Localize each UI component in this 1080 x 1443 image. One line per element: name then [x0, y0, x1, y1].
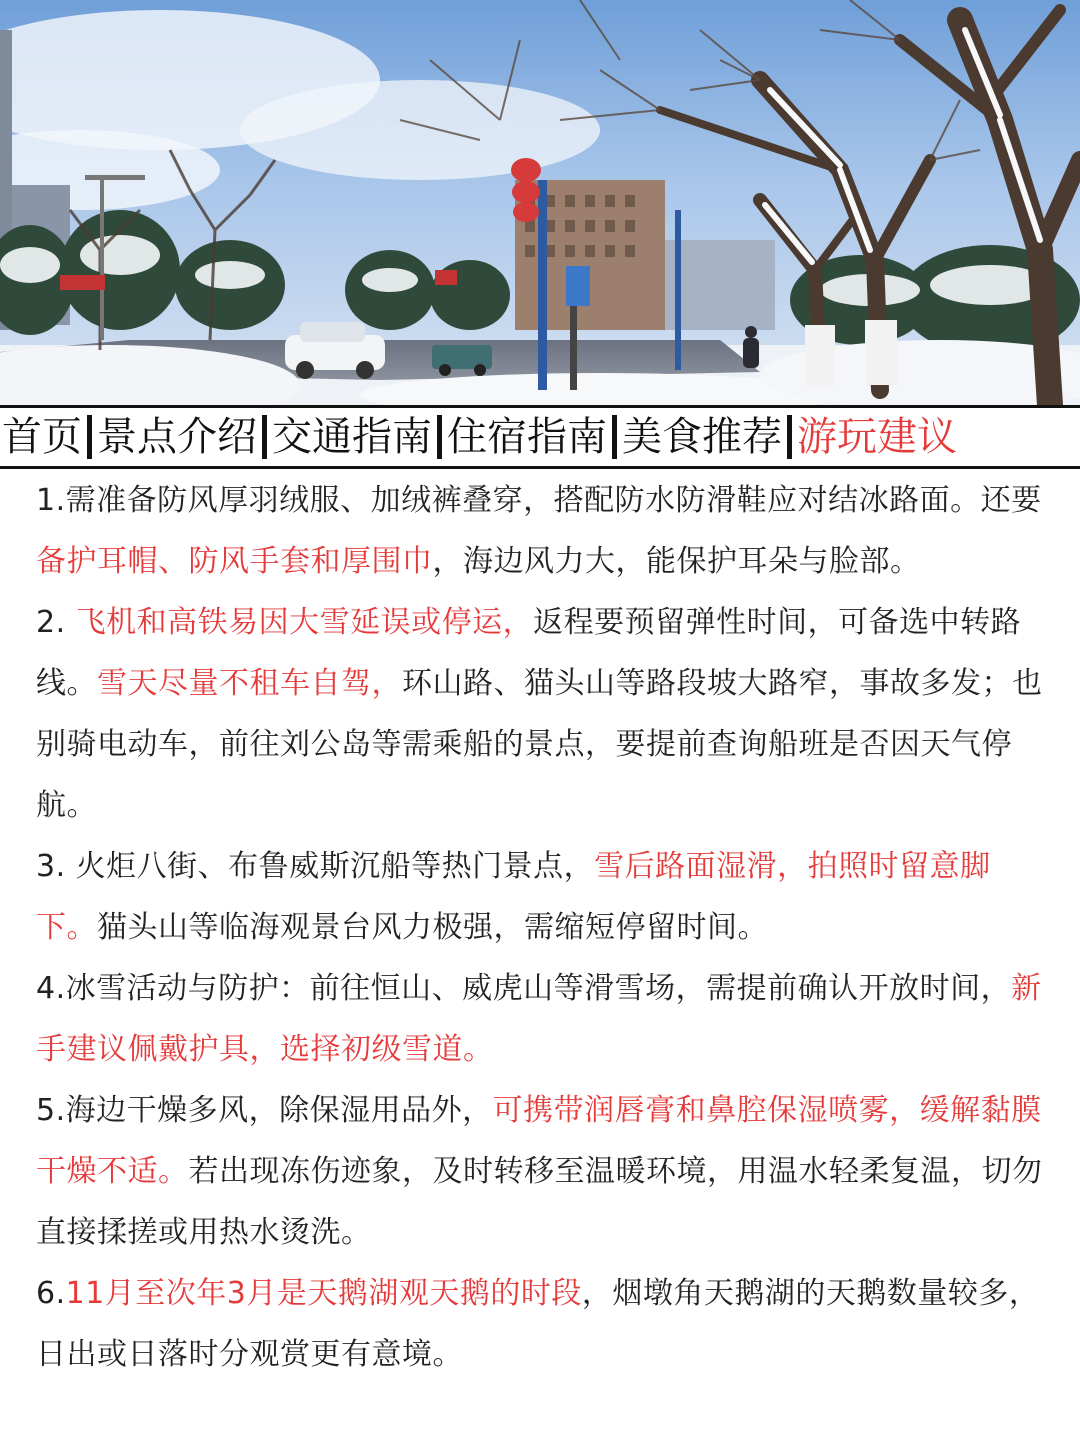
nav-divider	[262, 415, 267, 459]
nav-item-lodging[interactable]: 住宿指南	[447, 414, 607, 460]
tip-text: 3. 火炬八街、布鲁威斯沉船等热门景点，	[36, 849, 595, 884]
nav-item-attractions[interactable]: 景点介绍	[97, 414, 257, 460]
tip-item-6	[36, 1263, 1046, 1385]
tip-highlight-text: 新手建议佩戴护具，选择初级雪道。	[36, 971, 1042, 1067]
tip-item-3	[36, 836, 1046, 958]
nav-item-tips[interactable]: 游玩建议	[797, 414, 957, 460]
nav-divider	[437, 415, 442, 459]
tip-text: 4.冰雪活动与防护：前往恒山、威虎山等滑雪场，需提前确认开放时间，	[36, 971, 1012, 1006]
tip-highlight-text: 飞机和高铁易因大雪延误或停运，	[75, 605, 534, 640]
tip-highlight-text: 11月至次年3月是天鹅湖观天鹅的时段	[65, 1276, 582, 1311]
tip-text: 返程要预留弹性时间，可备选中转路线。	[36, 605, 1022, 701]
tip-item-5	[36, 1080, 1046, 1263]
nav-divider	[612, 415, 617, 459]
tip-text: ，烟墩角天鹅湖的天鹅数量较多，日出或日落时分观赏更有意境。	[36, 1276, 1040, 1372]
tip-text: 环山路、猫头山等路段坡大路窄，事故多发；也别骑电动车，前往刘公岛等需乘船的景点，要提前查询船班是否因天气停航。	[36, 666, 1043, 823]
snowy-street-image	[0, 0, 1080, 405]
tip-text: 2.	[36, 605, 76, 640]
tip-highlight-text: 可携带润唇膏和鼻腔保湿喷雾，缓解黏膜干燥不适。	[36, 1093, 1042, 1189]
tip-highlight-text: 雪天尽量不租车自驾，	[97, 666, 402, 701]
tip-text: ，海边风力大，能保护耳朵与脸部。	[432, 544, 921, 579]
tip-text: 猫头山等临海观景台风力极强，需缩短停留时间。	[97, 910, 768, 945]
nav-bar	[0, 405, 1080, 469]
tip-highlight-text: 备护耳帽、防风手套和厚围巾	[36, 544, 433, 579]
tip-highlight-text: 雪后路面湿滑，拍照时留意脚下。	[36, 849, 991, 945]
nav-item-home[interactable]: 首页	[2, 414, 82, 460]
tip-text: 1.需准备防风厚羽绒服、加绒裤叠穿，搭配防水防滑鞋应对结冰路面。还要	[36, 483, 1042, 518]
tip-item-4	[36, 958, 1046, 1080]
hero-photo	[0, 0, 1080, 405]
tip-item-2	[36, 592, 1046, 836]
nav-divider	[787, 415, 792, 459]
tip-text: 6.	[36, 1276, 66, 1311]
tip-text: 若出现冻伤迹象，及时转移至温暖环境，用温水轻柔复温，切勿直接揉搓或用热水烫洗。	[36, 1154, 1043, 1250]
nav-item-food[interactable]: 美食推荐	[622, 414, 782, 460]
tip-text: 5.海边干燥多风，除保湿用品外，	[36, 1093, 493, 1128]
nav-item-transport[interactable]: 交通指南	[272, 414, 432, 460]
tip-item-1	[36, 470, 1046, 592]
tips-list	[36, 470, 1046, 1385]
nav-divider	[87, 415, 92, 459]
